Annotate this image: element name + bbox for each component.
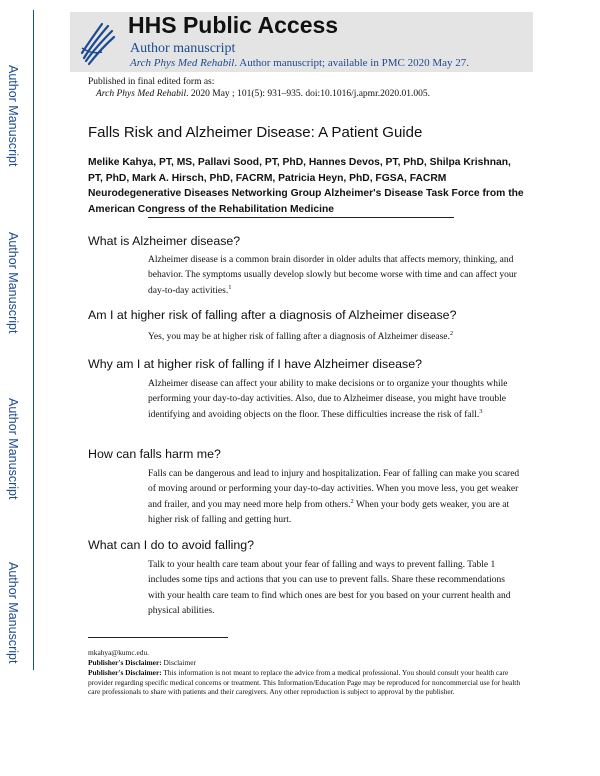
pmc-citation xyxy=(130,57,469,69)
section-paragraph xyxy=(148,467,523,528)
section-heading: What can I do to avoid falling? xyxy=(88,538,254,552)
section-paragraph xyxy=(148,377,523,423)
hhs-eagle-icon xyxy=(78,18,116,66)
author-list: Melike Kahya, PT, MS, Pallavi Sood, PT, PhD, Hannes Devos, PT, PhD, Shilpa Krishnan, PT, PhD, Mark A. Hirsch, PhD, FACRM, Patricia Heyn, PhD, FGSA, FACRM Neurodegenerative Diseases Networking Group Alzheimer's Disease Task Force from the American Congress of the Rehabilitation Medicine xyxy=(88,157,524,215)
sidebar-label: Author Manuscript xyxy=(6,65,20,167)
publication-details xyxy=(96,89,430,99)
sidebar-label: Author Manuscript xyxy=(6,562,20,664)
paragraph-text: Alzheimer disease is a common brain disorder in older adults that affects memory, thinking, and behavior. The symptoms usually develop slowly but become worse with time and can affect your day-to-day activities. xyxy=(148,255,517,296)
citation-ref: 3 xyxy=(479,407,483,415)
author-email: mkahya@kumc.edu. xyxy=(88,648,149,657)
section-heading: Am I at higher risk of falling after a diagnosis of Alzheimer disease? xyxy=(88,308,457,322)
citation-ref: 2 xyxy=(449,330,454,337)
paragraph-text: Yes, you may be at higher risk of falling after a diagnosis of Alzheimer disease. xyxy=(148,332,450,342)
paragraph-text: Falls can be dangerous and lead to injury and hospitalization. Fear of falling can make you scared of moving around or performing your day-to-day activities. When you move less, you get weaker and frailer, and you may need more help from others. xyxy=(148,469,520,510)
disclaimer-text: Disclaimer xyxy=(161,658,196,667)
title-divider xyxy=(148,217,454,218)
disclaimer-label: Publisher's Disclaimer: xyxy=(88,668,162,677)
publisher-disclaimer xyxy=(88,668,528,697)
citation-availability: . Author manuscript; available in PMC 2020 May 27. xyxy=(234,57,470,69)
author-manuscript-label: Author manuscript xyxy=(130,41,236,56)
citation-journal: Arch Phys Med Rehabil xyxy=(130,57,235,69)
sidebar-label: Author Manuscript xyxy=(6,398,20,500)
sidebar-divider xyxy=(33,10,34,670)
disclaimer-text: This information is not meant to replace the advice from a medical professional. You should consult your health care provider regarding specific medical concerns or treatment. This Information/Education Page may be reproduced for noncommercial use for health care professionals to share with patients and their caregivers. Any other reproduction is subject to approval by the publisher. xyxy=(88,668,521,697)
section-paragraph xyxy=(148,253,523,299)
section-heading: What is Alzheimer disease? xyxy=(88,234,241,248)
disclaimer-label: Publisher's Disclaimer: xyxy=(88,658,162,667)
publication-doi: . 2020 May ; 101(5): 931–935. doi:10.1016/j.apmr.2020.01.005. xyxy=(186,89,430,99)
author-manuscript-sidebar xyxy=(0,0,40,776)
hhs-title: HHS Public Access xyxy=(128,12,339,38)
section-paragraph xyxy=(148,330,523,345)
published-form-label: Published in final edited form as: xyxy=(88,77,215,87)
section-paragraph: Talk to your health care team about your fear of falling and ways to prevent falling. Table 1 includes some tips and actions that you can use to prevent falls. Share these recommendations with your health care team to find which ones are best for you based on your current health and physical abilities. xyxy=(148,560,511,616)
publisher-disclaimer xyxy=(88,658,528,668)
citation-ref: 1 xyxy=(228,283,232,291)
article-title: Falls Risk and Alzheimer Disease: A Patient Guide xyxy=(88,124,423,141)
footnote-divider xyxy=(88,637,228,638)
section-heading: How can falls harm me? xyxy=(88,447,221,461)
sidebar-label: Author Manuscript xyxy=(6,232,20,334)
paragraph-text: Alzheimer disease can affect your ability to make decisions or to organize your thoughts while performing your day-to-day activities. Also, due to Alzheimer disease, you might have trouble identifying and avoiding objects on the floor. These difficulties increase the risk of fall. xyxy=(148,379,508,420)
citation-ref: 2 xyxy=(350,497,354,505)
paragraph-text: When your body gets weaker, you are at higher risk of falling and getting hurt. xyxy=(148,499,510,525)
section-heading: Why am I at higher risk of falling if I have Alzheimer disease? xyxy=(88,357,423,371)
publication-journal: Arch Phys Med Rehabil xyxy=(96,89,187,99)
